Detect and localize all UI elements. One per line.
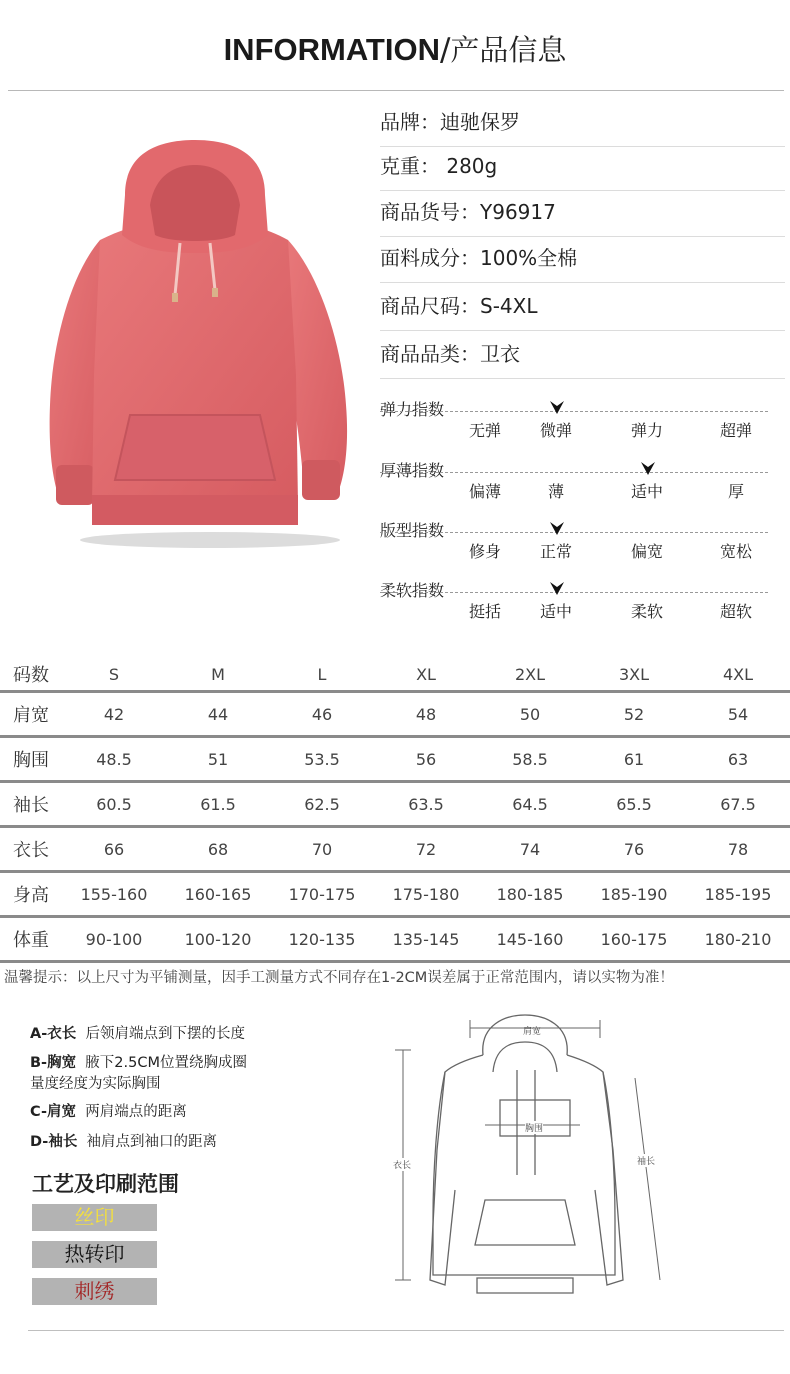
index-label: 弹力指数	[380, 400, 445, 419]
title-divider	[8, 90, 784, 91]
attribute-weight: 克重： 280g	[380, 142, 785, 191]
header-cell: M	[166, 658, 270, 692]
table-cell: 66	[62, 827, 166, 872]
table-cell: 145-160	[478, 917, 582, 962]
index-option: 修身	[468, 542, 501, 561]
table-cell: 185-195	[686, 872, 790, 917]
size-notice: 温馨提示：以上尺寸为平铺测量，因手工测量方式不同存在1-2CM误差属于正常范围内，请以实物为准！	[4, 970, 674, 986]
table-cell: 90-100	[62, 917, 166, 962]
table-cell: 185-190	[582, 872, 686, 917]
table-cell: 56	[374, 737, 478, 782]
table-cell: 61	[582, 737, 686, 782]
index-option: 无弹	[468, 421, 501, 440]
diagram-label-sleeve: 袖长	[637, 1154, 655, 1167]
table-cell: 51	[166, 737, 270, 782]
index-selected-marker-icon	[549, 580, 565, 600]
header-cell: 2XL	[478, 658, 582, 692]
table-cell: 63	[686, 737, 790, 782]
definition-text: 后领肩端点到下摆的长度	[85, 1026, 245, 1042]
index-selected-marker-icon	[549, 520, 565, 540]
index-option: 适中	[630, 482, 663, 501]
index-scale-line	[380, 592, 768, 593]
index-option: 厚	[727, 482, 744, 501]
size-table-header	[0, 658, 790, 692]
bottom-divider	[28, 1330, 784, 1331]
title-cn: 产品信息	[450, 33, 567, 67]
table-row	[0, 917, 790, 962]
header-cell: L	[270, 658, 374, 692]
table-cell: 120-135	[270, 917, 374, 962]
index-scale-line	[380, 472, 768, 473]
table-cell: 44	[166, 692, 270, 737]
row-label: 身高	[0, 872, 62, 917]
definition-key: A-衣长	[30, 1026, 77, 1042]
table-row	[0, 872, 790, 917]
attribute-brand: 品牌：迪驰保罗	[380, 98, 785, 147]
table-cell: 48.5	[62, 737, 166, 782]
table-cell: 135-145	[374, 917, 478, 962]
index-option: 超软	[719, 602, 752, 621]
table-cell: 175-180	[374, 872, 478, 917]
index-option: 偏薄	[468, 482, 501, 501]
table-cell: 170-175	[270, 872, 374, 917]
craft-label: 刺绣	[74, 1279, 115, 1303]
index-option: 正常	[539, 542, 572, 561]
table-row	[0, 692, 790, 737]
header-cell: 4XL	[686, 658, 790, 692]
definition-text-2: 量度经度为实际胸围	[30, 1076, 161, 1092]
definition-length	[30, 1022, 245, 1043]
index-option: 适中	[539, 602, 572, 621]
definition-text: 两肩端点的距离	[85, 1104, 187, 1120]
table-cell: 62.5	[270, 782, 374, 827]
diagram-label-length: 衣长	[393, 1158, 411, 1171]
row-label: 胸围	[0, 737, 62, 782]
title-separator: /	[439, 32, 451, 68]
measurement-diagram	[385, 1010, 670, 1300]
index-selected-marker-icon	[549, 399, 565, 419]
table-cell: 160-165	[166, 872, 270, 917]
table-cell: 53.5	[270, 737, 374, 782]
table-cell: 67.5	[686, 782, 790, 827]
table-cell: 76	[582, 827, 686, 872]
table-cell: 52	[582, 692, 686, 737]
index-option: 薄	[547, 482, 564, 501]
table-cell: 70	[270, 827, 374, 872]
attribute-size-range: 商品尺码：S-4XL	[380, 282, 785, 331]
craft-label: 热转印	[64, 1242, 125, 1266]
craft-embroidery	[32, 1278, 157, 1305]
row-label: 衣长	[0, 827, 62, 872]
table-row	[0, 737, 790, 782]
diagram-label-chest: 胸围	[525, 1121, 543, 1134]
definition-shoulder	[30, 1100, 187, 1121]
attribute-fabric: 面料成分：100%全棉	[380, 234, 785, 283]
definition-key: B-胸宽	[30, 1055, 77, 1071]
table-cell: 100-120	[166, 917, 270, 962]
definition-chest	[30, 1051, 247, 1093]
table-cell: 60.5	[62, 782, 166, 827]
index-option: 挺括	[468, 602, 501, 621]
product-image	[30, 135, 360, 555]
craft-silkscreen	[32, 1204, 157, 1231]
title-en: INFORMATION	[223, 32, 440, 67]
row-label: 肩宽	[0, 692, 62, 737]
page-title	[0, 30, 790, 71]
definition-text: 袖肩点到袖口的距离	[86, 1134, 218, 1150]
header-cell: 3XL	[582, 658, 686, 692]
index-scale-line	[380, 532, 768, 533]
craft-label: 丝印	[74, 1205, 115, 1229]
header-cell: XL	[374, 658, 478, 692]
table-cell: 65.5	[582, 782, 686, 827]
index-option: 微弹	[539, 421, 572, 440]
table-cell: 50	[478, 692, 582, 737]
table-cell: 160-175	[582, 917, 686, 962]
index-label: 柔软指数	[380, 581, 445, 600]
index-option: 偏宽	[630, 542, 663, 561]
craft-heat-transfer	[32, 1241, 157, 1268]
table-cell: 74	[478, 827, 582, 872]
header-cell: S	[62, 658, 166, 692]
table-cell: 155-160	[62, 872, 166, 917]
index-scale-line	[380, 411, 768, 412]
craft-title: 工艺及印刷范围	[32, 1172, 179, 1196]
definition-text: 腋下2.5CM位置绕胸成圈	[85, 1055, 247, 1071]
row-label: 袖长	[0, 782, 62, 827]
index-label: 厚薄指数	[380, 461, 445, 480]
table-cell: 61.5	[166, 782, 270, 827]
attribute-sku: 商品货号：Y96917	[380, 188, 785, 237]
definition-sleeve	[30, 1130, 217, 1151]
table-cell: 180-185	[478, 872, 582, 917]
index-option: 超弹	[719, 421, 752, 440]
table-row	[0, 827, 790, 872]
attribute-category: 商品品类：卫衣	[380, 330, 785, 379]
row-label: 体重	[0, 917, 62, 962]
table-cell: 48	[374, 692, 478, 737]
definition-key: D-袖长	[30, 1134, 78, 1150]
table-cell: 180-210	[686, 917, 790, 962]
header-cell: 码数	[0, 658, 62, 692]
table-cell: 64.5	[478, 782, 582, 827]
index-selected-marker-icon	[640, 460, 656, 480]
index-option: 弹力	[630, 421, 663, 440]
index-option: 柔软	[630, 602, 663, 621]
index-label: 版型指数	[380, 521, 445, 540]
table-cell: 72	[374, 827, 478, 872]
table-cell: 42	[62, 692, 166, 737]
table-cell: 63.5	[374, 782, 478, 827]
diagram-label-shoulder: 肩宽	[523, 1027, 542, 1037]
table-cell: 68	[166, 827, 270, 872]
table-cell: 46	[270, 692, 374, 737]
index-option: 宽松	[719, 542, 752, 561]
table-cell: 54	[686, 692, 790, 737]
definition-key: C-肩宽	[30, 1104, 76, 1120]
table-cell: 78	[686, 827, 790, 872]
size-table	[0, 658, 790, 963]
table-row	[0, 782, 790, 827]
table-cell: 58.5	[478, 737, 582, 782]
